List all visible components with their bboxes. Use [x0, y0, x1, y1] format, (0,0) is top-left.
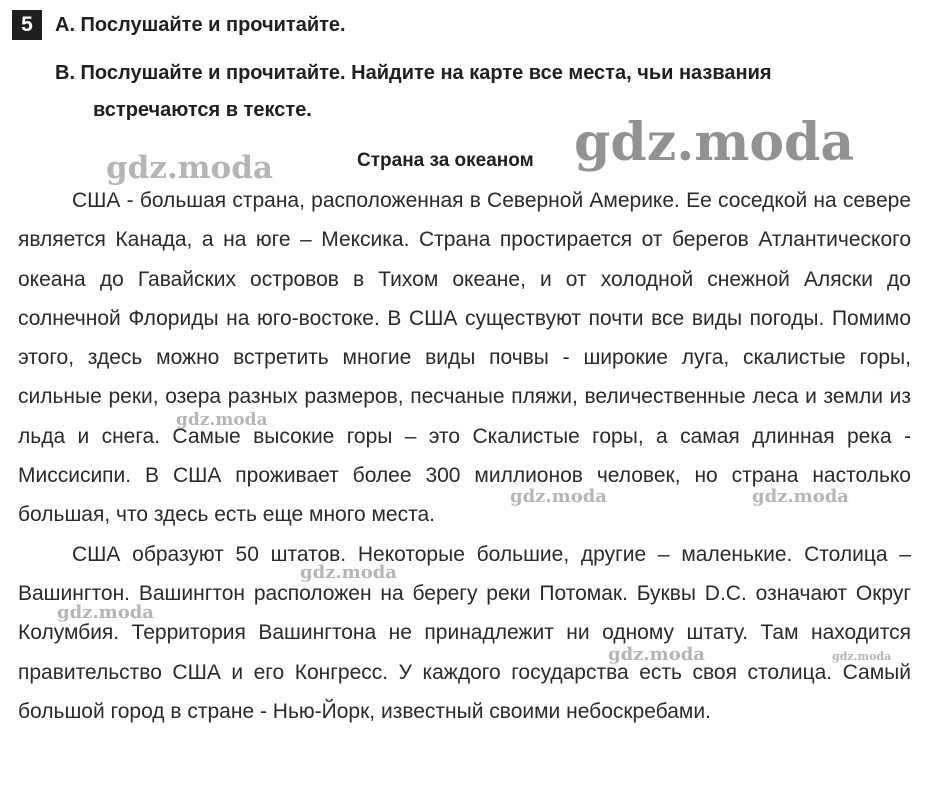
article-paragraph-2: США образуют 50 штатов. Некоторые большие, другие – маленькие. Столица –Вашингтон. Вашингтон расположен на берегу реки Потомак. Буквы D.C. означают Округ Колумбия. Территория Вашингтона не принадлежит ни одному штату. Там находится правительство США и его Конгресс. У каждого государства есть своя столица. Самый большой город в стране - Нью-Йорк, известный своими небоскребами. [18, 542, 911, 723]
watermark: gdz.moda [752, 486, 849, 507]
article-title: Страна за океаном [357, 150, 534, 171]
watermark-small: gdz.moda [832, 650, 892, 663]
task-b-line1: B. Послушайте и прочитайте. Найдите на карте все места, чьи названия [55, 62, 772, 84]
exercise-number: 5 [21, 13, 33, 36]
watermark-large: gdz.moda [574, 112, 855, 173]
article-body [18, 181, 911, 731]
watermark: gdz.moda [510, 486, 607, 507]
watermark: gdz.moda [608, 644, 705, 665]
exercise-number-badge [12, 10, 42, 40]
task-a-instruction: A. Послушайте и прочитайте. [55, 14, 346, 36]
task-b-line2: встречаются в тексте. [93, 99, 312, 121]
article-paragraph-1: США - большая страна, расположенная в Северной Америке. Ее соседкой на севере является Канада, а на юге – Мексика. Страна простирается от берегов Атлантического океана до Гавайских островов в Тихом океане, и от холодной снежной Аляски до солнечной Флориды на юго-востоке. В США существуют почти все виды погоды. Помимо этого, здесь можно встретить многие виды почвы - широкие луга, скалистые горы, сильные реки, озера разных размеров, песчаные пляжи, величественные леса и земли из льда и снега. Самые высокие горы – это Скалистые горы, а самая длинная река - Миссисипи. В США проживает более 300 миллионов человек, но страна настолько большая, что здесь есть еще много места. [18, 189, 911, 527]
watermark: gdz.moda [106, 150, 273, 186]
watermark: gdz.moda [57, 602, 154, 623]
watermark: gdz.moda [176, 410, 268, 430]
watermark: gdz.moda [300, 562, 397, 583]
